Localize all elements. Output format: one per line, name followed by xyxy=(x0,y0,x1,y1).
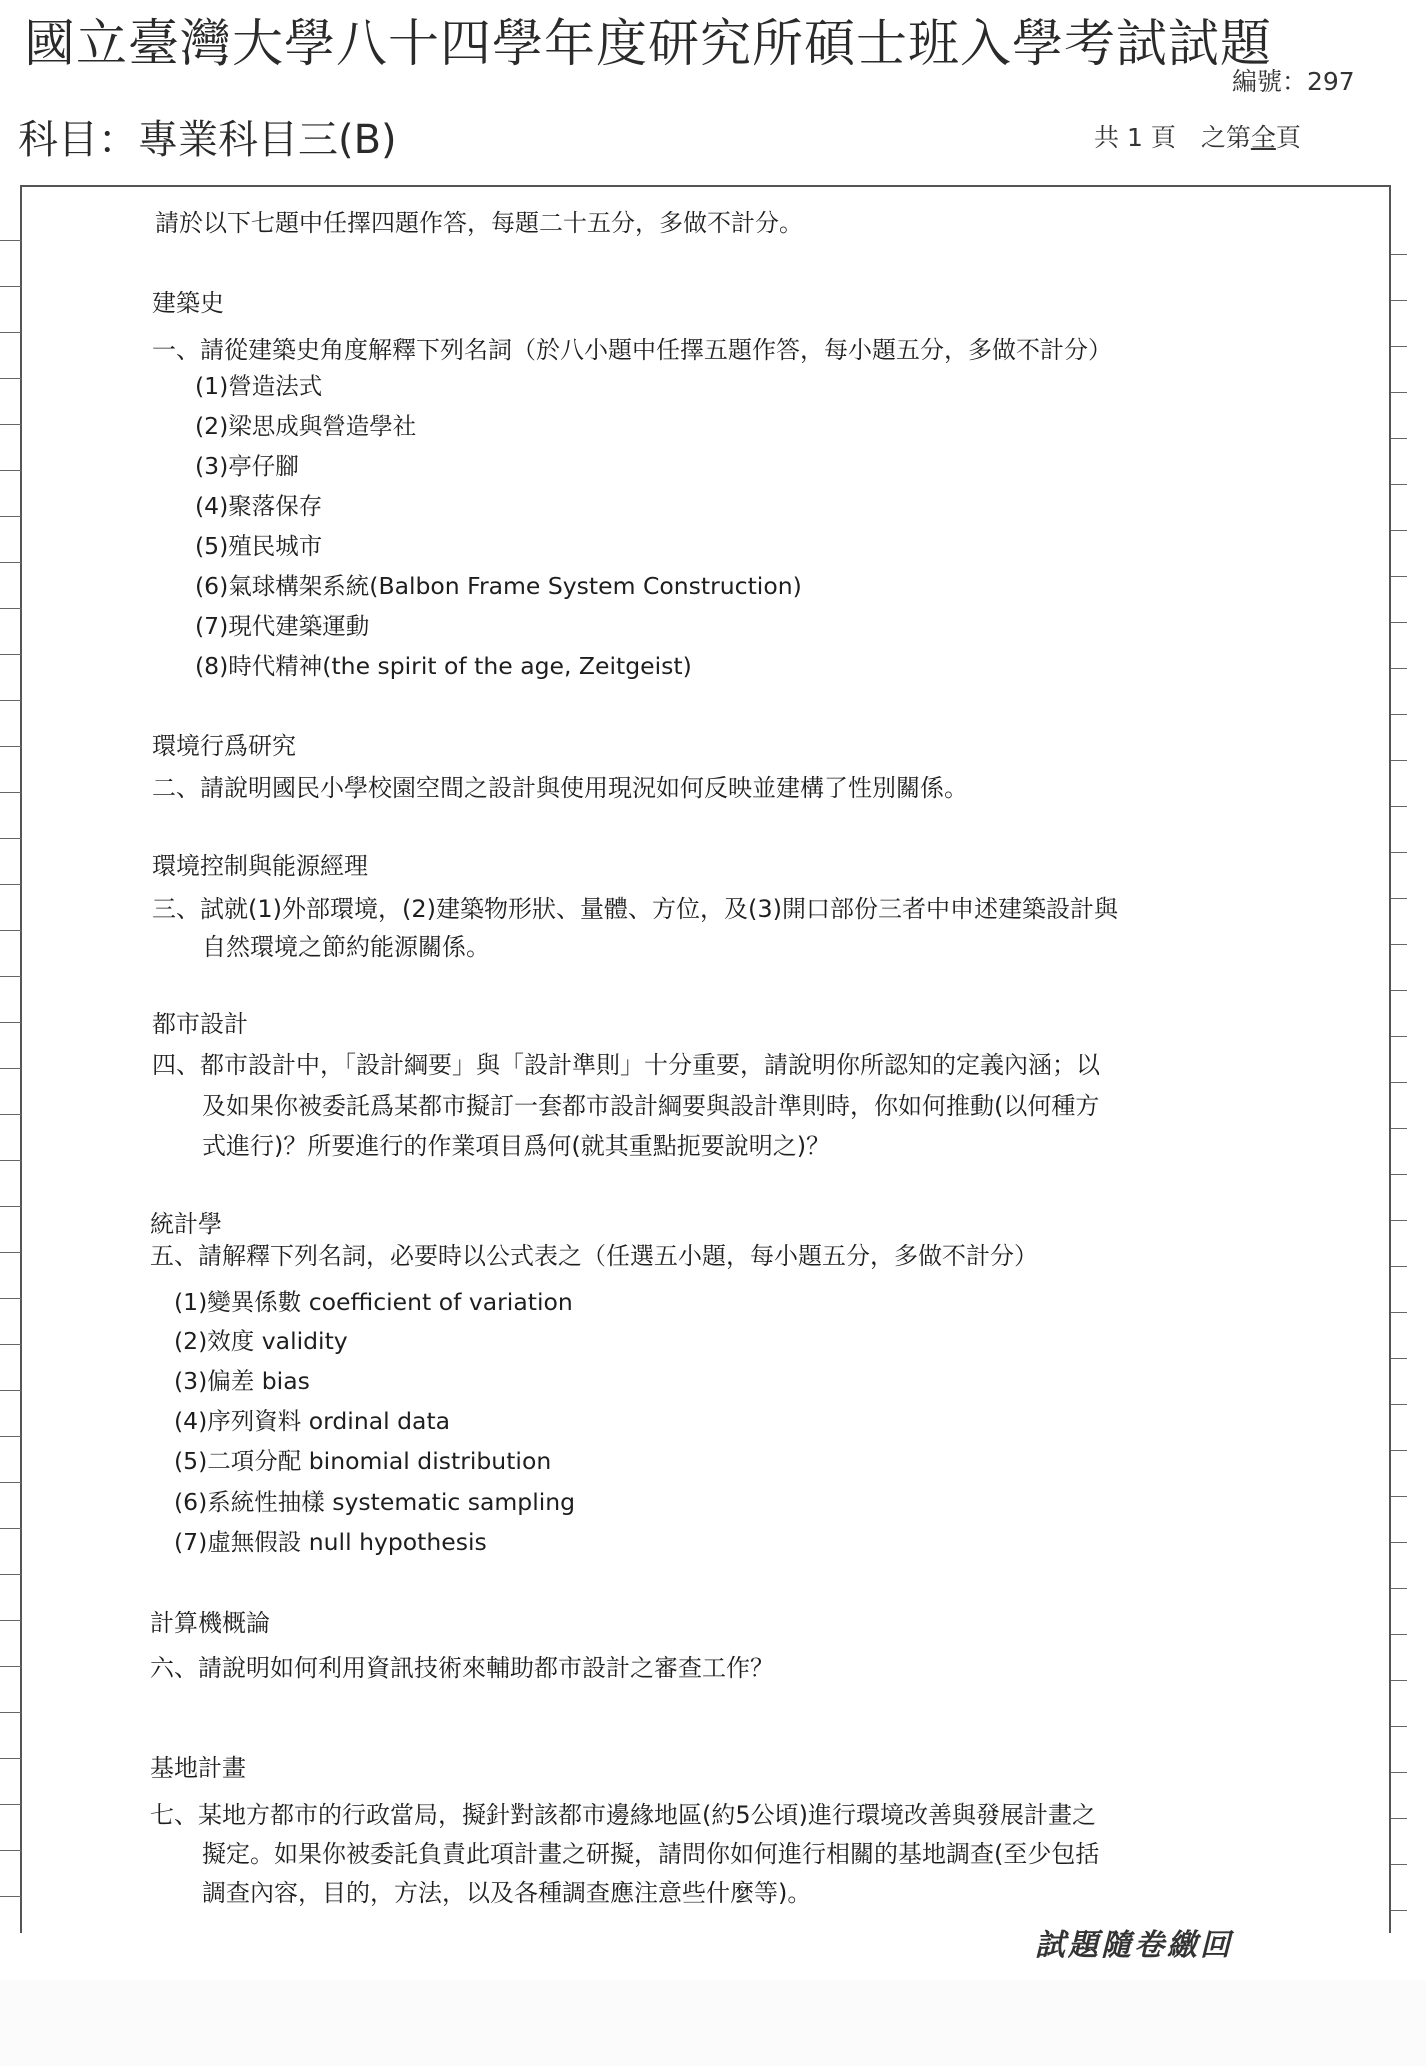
margin-tick xyxy=(0,470,22,471)
question-1-item: (3)亭仔腳 xyxy=(195,452,299,480)
margin-tick xyxy=(1391,1266,1407,1267)
margin-tick xyxy=(1391,760,1407,761)
margin-tick xyxy=(1391,668,1407,669)
page-count xyxy=(1094,118,1301,154)
margin-tick xyxy=(0,1390,22,1391)
margin-tick xyxy=(1391,1128,1407,1129)
margin-tick xyxy=(1391,944,1407,945)
page-count-total: 1 xyxy=(1126,123,1143,152)
margin-tick xyxy=(1391,852,1407,853)
margin-tick xyxy=(0,1206,22,1207)
margin-tick xyxy=(1391,1496,1407,1497)
margin-tick xyxy=(1391,1082,1407,1083)
margin-tick xyxy=(0,1528,22,1529)
margin-tick xyxy=(1391,530,1407,531)
question-1: 一、請從建築史角度解釋下列名詞（於八小題中任擇五題作答，每小題五分，多做不計分） xyxy=(152,336,1112,364)
margin-tick xyxy=(1391,300,1407,301)
margin-tick xyxy=(0,424,22,425)
question-1-item: (7)現代建築運動 xyxy=(195,612,370,640)
question-1-item: (5)殖民城市 xyxy=(195,532,323,560)
question-4-line: 式進行)？所要進行的作業項目爲何(就其重點扼要說明之)？ xyxy=(202,1132,831,1160)
margin-tick xyxy=(1391,1910,1407,1911)
question-1-item: (8)時代精神(the spirit of the age, Zeitgeist) xyxy=(195,652,692,680)
question-7-line: 七、某地方都市的行政當局，擬針對該都市邊緣地區(約5公頃)進行環境改善與發展計畫之 xyxy=(150,1801,1096,1829)
margin-tick xyxy=(1391,898,1407,899)
margin-tick xyxy=(0,1068,22,1069)
page-count-suffix: 頁 xyxy=(1275,123,1301,152)
question-5-item: (1)變異係數 coefficient of variation xyxy=(174,1288,573,1316)
margin-tick xyxy=(0,746,22,747)
margin-tick xyxy=(1391,392,1407,393)
section-heading: 計算機概論 xyxy=(150,1609,270,1637)
margin-tick xyxy=(1391,484,1407,485)
margin-tick xyxy=(1391,1634,1407,1635)
question-5: 五、請解釋下列名詞，必要時以公式表之（任選五小題，每小題五分，多做不計分） xyxy=(150,1242,1038,1270)
question-4-line: 四、都市設計中，「設計綱要」與「設計準則」十分重要，請說明你所認知的定義內涵；以 xyxy=(152,1051,1100,1079)
margin-tick xyxy=(1391,990,1407,991)
margin-tick xyxy=(1391,1174,1407,1175)
margin-tick xyxy=(1391,1358,1407,1359)
margin-tick xyxy=(1391,1772,1407,1773)
margin-tick xyxy=(1391,714,1407,715)
section-heading: 都市設計 xyxy=(152,1010,248,1038)
margin-tick xyxy=(0,1712,22,1713)
margin-tick xyxy=(0,286,22,287)
exam-code: 編號：297 xyxy=(1232,67,1355,96)
return-notice: 試題隨卷繳回 xyxy=(1035,1928,1233,1963)
margin-tick xyxy=(0,1160,22,1161)
margin-tick xyxy=(0,1620,22,1621)
section-heading: 環境控制與能源經理 xyxy=(152,852,368,880)
question-5-item: (7)虛無假設 null hypothesis xyxy=(174,1528,487,1556)
margin-tick xyxy=(0,1666,22,1667)
margin-tick xyxy=(0,1482,22,1483)
exam-title: 國立臺灣大學八十四學年度研究所碩士班入學考試試題 xyxy=(24,15,1273,74)
question-5-item: (5)二項分配 binomial distribution xyxy=(174,1447,552,1475)
page-count-current: 全 xyxy=(1250,123,1276,152)
section-heading: 基地計畫 xyxy=(150,1754,246,1782)
margin-tick xyxy=(0,1850,22,1851)
margin-tick xyxy=(1391,1818,1407,1819)
scan-bottom-strip xyxy=(0,1980,1426,2066)
question-2: 二、請說明國民小學校園空間之設計與使用現況如何反映並建構了性別關係。 xyxy=(152,774,968,802)
margin-tick xyxy=(1391,438,1407,439)
question-4-line: 及如果你被委託爲某都市擬訂一套都市設計綱要與設計準則時，你如何推動(以何種方 xyxy=(202,1092,1100,1120)
margin-tick xyxy=(1391,1542,1407,1543)
margin-tick xyxy=(0,1114,22,1115)
margin-tick xyxy=(0,1896,22,1897)
section-heading: 統計學 xyxy=(150,1210,222,1238)
margin-tick xyxy=(0,792,22,793)
margin-tick xyxy=(1391,576,1407,577)
question-3-line: 三、試就(1)外部環境，(2)建築物形狀、量體、方位，及(3)開口部份三者中申述建築設計與 xyxy=(152,895,1118,923)
margin-tick xyxy=(0,700,22,701)
margin-tick xyxy=(0,378,22,379)
page-count-middle: 頁 之第 xyxy=(1150,123,1251,152)
margin-tick xyxy=(0,240,22,241)
margin-tick xyxy=(0,1804,22,1805)
margin-tick xyxy=(1391,1036,1407,1037)
margin-tick xyxy=(0,1252,22,1253)
margin-tick xyxy=(1391,622,1407,623)
margin-tick xyxy=(1391,806,1407,807)
question-5-item: (2)效度 validity xyxy=(174,1327,348,1355)
margin-tick xyxy=(0,608,22,609)
question-5-item: (6)系統性抽樣 systematic sampling xyxy=(174,1488,576,1516)
margin-tick xyxy=(0,930,22,931)
margin-tick xyxy=(0,838,22,839)
margin-tick xyxy=(0,1298,22,1299)
margin-tick xyxy=(1391,1588,1407,1589)
margin-tick xyxy=(1391,254,1407,255)
margin-tick xyxy=(1391,1680,1407,1681)
exam-subject: 科目：專業科目三(B) xyxy=(18,117,397,163)
question-5-item: (4)序列資料 ordinal data xyxy=(174,1407,451,1435)
question-1-item: (6)氣球構架系統(Balbon Frame System Construction) xyxy=(195,572,802,600)
margin-tick xyxy=(1391,1404,1407,1405)
section-heading: 環境行爲研究 xyxy=(152,732,296,760)
margin-tick xyxy=(0,1022,22,1023)
margin-tick xyxy=(0,976,22,977)
margin-tick xyxy=(1391,1220,1407,1221)
margin-tick xyxy=(0,1344,22,1345)
margin-tick xyxy=(1391,1450,1407,1451)
margin-tick xyxy=(1391,1864,1407,1865)
margin-tick xyxy=(1391,1312,1407,1313)
margin-tick xyxy=(0,516,22,517)
question-3-line: 自然環境之節約能源關係。 xyxy=(202,933,490,961)
margin-tick xyxy=(0,1574,22,1575)
section-heading: 建築史 xyxy=(152,289,224,317)
margin-tick xyxy=(0,332,22,333)
question-5-item: (3)偏差 bias xyxy=(174,1367,310,1395)
question-1-item: (4)聚落保存 xyxy=(195,492,323,520)
instruction: 請於以下七題中任擇四題作答，每題二十五分，多做不計分。 xyxy=(155,209,803,237)
question-6: 六、請說明如何利用資訊技術來輔助都市設計之審查工作？ xyxy=(150,1654,774,1682)
question-1-item: (1)營造法式 xyxy=(195,372,323,400)
margin-tick xyxy=(0,562,22,563)
margin-tick xyxy=(1391,1726,1407,1727)
page-count-prefix: 共 xyxy=(1094,123,1120,152)
question-7-line: 擬定。如果你被委託負責此項計畫之研擬，請問你如何進行相關的基地調查(至少包括 xyxy=(202,1840,1100,1868)
margin-tick xyxy=(0,1758,22,1759)
question-1-item: (2)梁思成與營造學社 xyxy=(195,412,417,440)
question-7-line: 調查內容，目的，方法，以及各種調查應注意些什麼等)。 xyxy=(202,1879,812,1907)
margin-tick xyxy=(1391,346,1407,347)
margin-tick xyxy=(0,1436,22,1437)
margin-tick xyxy=(0,884,22,885)
margin-tick xyxy=(0,654,22,655)
